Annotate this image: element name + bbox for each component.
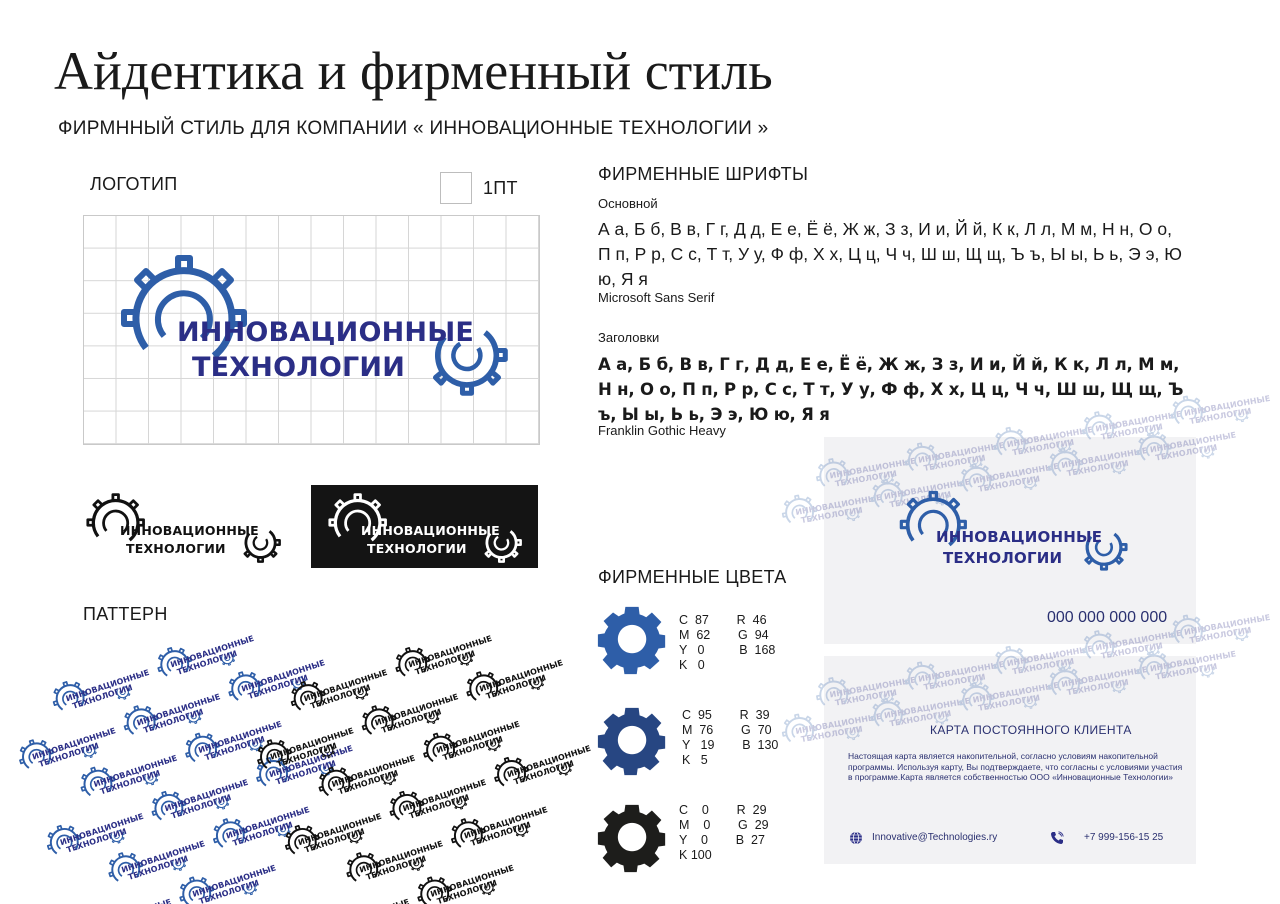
card-pattern-strip bbox=[824, 437, 1196, 487]
color-swatch-3 bbox=[596, 800, 676, 876]
phone-icon bbox=[1050, 831, 1064, 845]
pattern-mono: ИННОВАЦИОННЫЕ ТЕХНОЛОГИИ bbox=[321, 650, 529, 858]
main-font-sample: А а, Б б, В в, Г г, Д д, Е е, Ё ё, Ж ж, З з, И и, Й й, К к, Л л, М м, Н н, О о, П п, Р р, С с, Т т, У у, Ф ф, Х х, Ц ц, Ч ч, Ш ш, Щ щ, Ъ ъ, Ы ы, Ь ь, Э э, Ю ю, Я я bbox=[598, 219, 1182, 289]
main-font-name: Microsoft Sans Serif bbox=[598, 290, 715, 305]
card-number: 000 000 000 000 bbox=[1047, 609, 1168, 626]
color-swatch-1 bbox=[596, 602, 676, 678]
fonts-heading: ФИРМЕННЫЕ ШРИФТЫ bbox=[598, 164, 809, 184]
logo-line2: ТЕХНОЛОГИИ bbox=[192, 352, 406, 383]
page-subtitle: ФИРМННЫЙ СТИЛЬ ДЛЯ КОМПАНИИ « ИННОВАЦИОННЫЕ ТЕХНОЛОГИИ » bbox=[58, 118, 769, 139]
globe-icon bbox=[849, 831, 863, 845]
logo-line1: ИННОВАЦИОННЫЕ bbox=[120, 523, 259, 538]
logo-mono-inverse bbox=[311, 485, 538, 568]
color-values-1: C 87 R 46 M 62 G 94 Y 0 B 168 K 0 bbox=[679, 613, 776, 672]
card-email[interactable]: Innovative@Technologies.ry bbox=[872, 832, 998, 843]
page-title: Айдентика и фирменный стиль bbox=[54, 41, 773, 101]
loyalty-card-front bbox=[824, 437, 1196, 644]
card-phone[interactable]: +7 999-156-15 25 bbox=[1084, 832, 1164, 843]
card-logo-line1: ИННОВАЦИОННЫЕ bbox=[936, 528, 1103, 546]
headings-font-label: Заголовки bbox=[598, 330, 660, 345]
unit-square bbox=[440, 172, 472, 204]
color-values-3: C 0 R 29 M 0 G 29 Y 0 B 27 K 100 bbox=[679, 803, 769, 862]
card-pattern-strip bbox=[824, 656, 1196, 706]
headings-font-sample: А а, Б б, В в, Г г, Д д, Е е, Ё ё, Ж ж, З з, И и, Й й, К к, Л л, М м, Н н, О о, П п, Р р, С с, Т т, У у, Ф ф, Х х, Ц ц, Ч ч, Ш ш, Щ щ, Ъ ъ, Ы ы, Ь ь, Э э, Ю ю, Я я bbox=[598, 355, 1184, 424]
logo-grid bbox=[83, 215, 540, 445]
unit-label: 1ПТ bbox=[483, 178, 518, 198]
logo-mono-black bbox=[83, 490, 283, 565]
color-values-2: C 95 R 39 M 76 G 70 Y 19 B 130 K 5 bbox=[682, 708, 779, 767]
logo-heading: ЛОГОТИП bbox=[90, 174, 178, 194]
main-font-label: Основной bbox=[598, 196, 658, 211]
headings-font-name: Franklin Gothic Heavy bbox=[598, 423, 726, 438]
card-back-text: Настоящая карта является накопительной, согласно условиям накопительной программы. Используя карту, Вы подтверждаете, что согласны с условиями участия в программе.Карта является собственностью ООО «Инновационные Технологии» bbox=[848, 751, 1183, 782]
color-swatch-2 bbox=[596, 703, 676, 779]
loyalty-card-back bbox=[824, 656, 1196, 864]
logo-line2: ТЕХНОЛОГИИ bbox=[126, 541, 226, 556]
colors-heading: ФИРМЕННЫЕ ЦВЕТА bbox=[598, 567, 787, 587]
logo-line2: ТЕХНОЛОГИИ bbox=[367, 541, 467, 556]
pattern-heading: ПАТТЕРН bbox=[83, 604, 168, 624]
pattern-color: ИННОВАЦИОННЫЕ ТЕХНОЛОГИИ bbox=[83, 650, 291, 858]
card-back-title: КАРТА ПОСТОЯННОГО КЛИЕНТА bbox=[930, 723, 1132, 737]
card-logo-line2: ТЕХНОЛОГИИ bbox=[943, 549, 1063, 567]
logo-line1: ИННОВАЦИОННЫЕ bbox=[361, 523, 500, 538]
logo-line1: ИННОВАЦИОННЫЕ bbox=[177, 317, 475, 348]
